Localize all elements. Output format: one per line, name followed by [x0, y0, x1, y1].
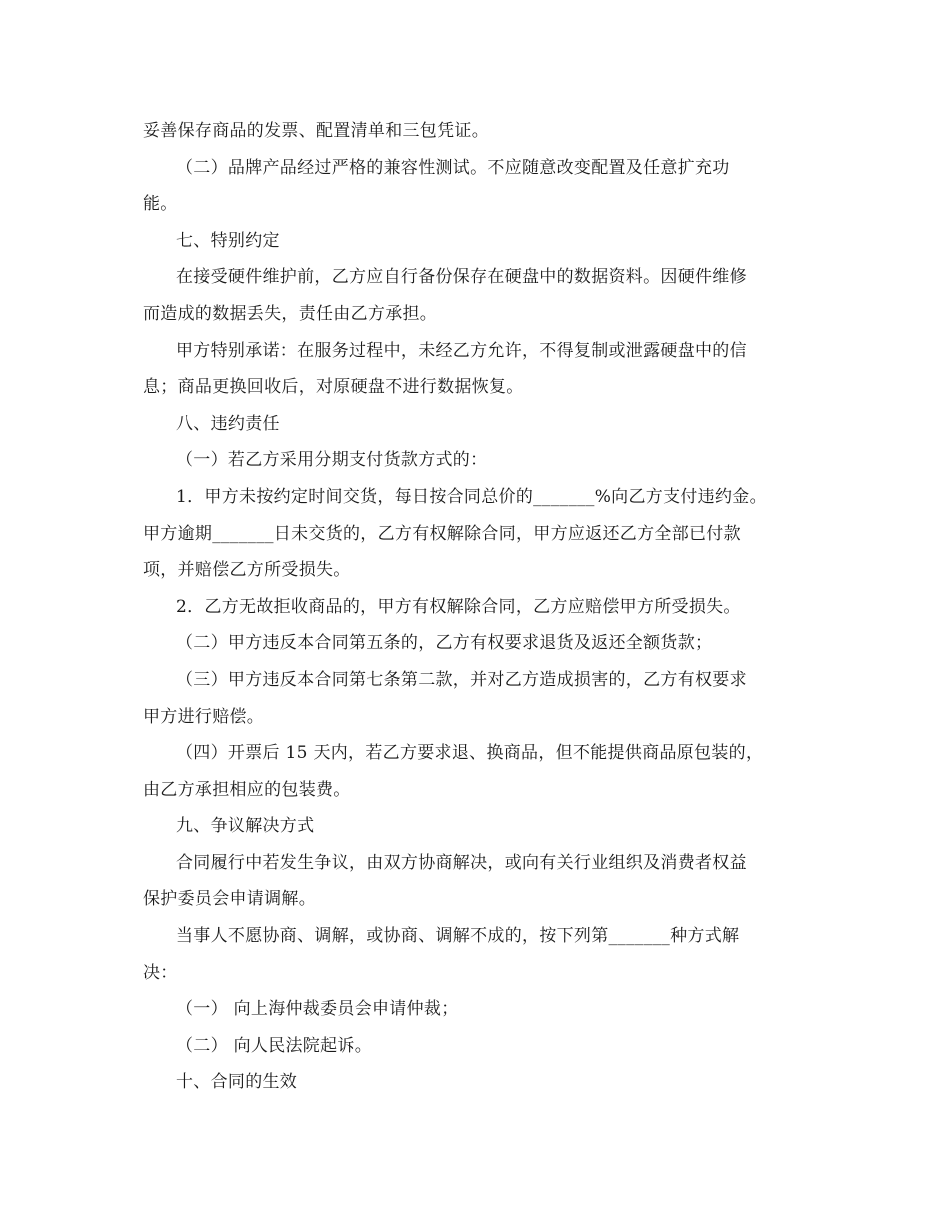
text-line-17: 甲方进行赔偿。 — [143, 706, 265, 727]
text-line-22: 保护委员会申请调解。 — [143, 889, 316, 910]
text-line-3: 能。 — [143, 194, 178, 215]
text-line-14: 2．乙方无故拒收商品的，甲方有权解除合同，乙方应赔偿甲方所受损失。 — [176, 596, 741, 617]
text-line-8: 息；商品更换回收后，对原硬盘不进行数据恢复。 — [143, 377, 524, 398]
text-line-23: 当事人不愿协商、调解，或协商、调解不成的，按下列第_______种方式解 — [176, 926, 740, 947]
section-heading-special-terms: 七、特别约定 — [176, 230, 280, 251]
text-line-13: 项，并赔偿乙方所受损失。 — [143, 560, 351, 581]
text-line-1: 妥善保存商品的发票、配置清单和三包凭证。 — [143, 121, 489, 141]
text-line-19: 由乙方承担相应的包装费。 — [143, 779, 351, 800]
text-line-6: 而造成的数据丢失，责任由乙方承担。 — [143, 303, 438, 324]
text-line-7: 甲方特别承诺：在服务过程中，未经乙方允许，不得复制或泄露硬盘中的信 — [176, 340, 747, 361]
text-line-24: 决： — [143, 962, 178, 983]
document-body — [143, 113, 808, 1101]
text-line-26: （二） 向人民法院起诉。 — [176, 1035, 373, 1056]
text-line-12: 甲方逾期_______日未交货的，乙方有权解除合同，甲方应返还乙方全部已付款 — [143, 523, 741, 544]
text-line-16: （三）甲方违反本合同第七条第二款，并对乙方造成损害的，乙方有权要求 — [176, 669, 747, 690]
text-line-2: （二）品牌产品经过严格的兼容性测试。不应随意改变配置及任意扩充功 — [176, 157, 730, 178]
text-line-10: （一）若乙方采用分期支付货款方式的： — [176, 450, 488, 471]
text-line-15: （二）甲方违反本合同第五条的，乙方有权要求退货及返还全额货款； — [176, 633, 713, 654]
section-heading-contract-effect: 十、合同的生效 — [176, 1072, 298, 1093]
section-heading-breach-liability: 八、违约责任 — [176, 413, 280, 434]
text-line-11: 1．甲方未按约定时间交货，每日按合同总价的_______%向乙方支付违约金。 — [176, 486, 767, 507]
section-heading-dispute-resolution: 九、争议解决方式 — [176, 816, 315, 837]
text-line-21: 合同履行中若发生争议，由双方协商解决，或向有关行业组织及消费者权益 — [176, 852, 747, 873]
text-line-18: （四）开票后 15 天内，若乙方要求退、换商品，但不能提供商品原包装的， — [176, 743, 764, 764]
text-line-5: 在接受硬件维护前，乙方应自行备份保存在硬盘中的数据资料。因硬件维修 — [176, 267, 747, 288]
text-line-25: （一） 向上海仲裁委员会申请仲裁； — [176, 999, 459, 1020]
